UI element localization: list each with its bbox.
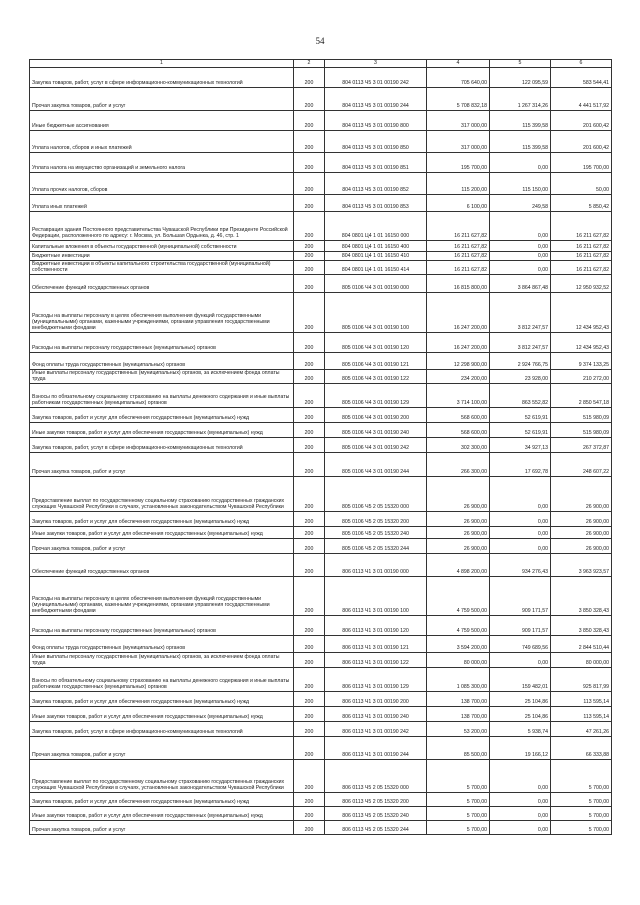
budget-classification-code: 805 0106 Ч4 3 01 00190 000 (325, 275, 427, 293)
row-name: Прочая закупка товаров, работ и услуг (30, 88, 294, 111)
unexecuted-amount: 515 980,09 (551, 408, 612, 423)
approved-amount: 16 815 800,00 (427, 275, 490, 293)
unexecuted-amount: 5 700,00 (551, 807, 612, 821)
approved-amount: 6 100,00 (427, 195, 490, 212)
unexecuted-amount: 16 211 627,82 (551, 241, 612, 252)
budget-classification-code: 806 0113 Ч1 3 01 00190 200 (325, 692, 427, 707)
row-name: Реставрация здания Постоянного представительства Чувашской Республики при Президенте Российской Федерации, расположенного по адресу: г. Москва, ул. Большая Ордынка, д. 46, стр. 1 (30, 212, 294, 241)
row-name: Закупка товаров, работ, услуг в сфере информационно-коммуникационных технологий (30, 722, 294, 737)
admin-code: 200 (294, 477, 325, 512)
approved-amount: 85 500,00 (427, 737, 490, 760)
executed-amount: 0,00 (490, 477, 551, 512)
row-name: Закупка товаров, работ, услуг в сфере информационно-коммуникационных технологий (30, 68, 294, 88)
unexecuted-amount: 26 900,00 (551, 527, 612, 539)
admin-code: 200 (294, 438, 325, 453)
table-row (30, 577, 612, 616)
row-name: Расходы на выплаты персоналу в целях обеспечения выполнения функций государственными (муниципальными) органами, казенными учреждениями, органами управления государственными внебюджетными фондами (30, 293, 294, 333)
executed-amount: 19 166,12 (490, 737, 551, 760)
table-row (30, 512, 612, 527)
budget-classification-code: 804 0801 Ц4 1 01 16150 400 (325, 241, 427, 252)
budget-classification-code: 805 0106 Ч5 2 05 15320 200 (325, 512, 427, 527)
budget-classification-code: 805 0106 Ч4 3 01 00190 200 (325, 408, 427, 423)
executed-amount: 25 104,86 (490, 692, 551, 707)
unexecuted-amount: 9 374 133,25 (551, 353, 612, 370)
row-name: Предоставление выплат по государственному социальному страхованию государственных гражданских служащих Чувашской Республики в случаях, установленных законодательством Чувашской Республики (30, 760, 294, 793)
admin-code: 200 (294, 212, 325, 241)
approved-amount: 5 700,00 (427, 793, 490, 807)
executed-amount: 249,58 (490, 195, 551, 212)
budget-classification-code: 805 0106 Ч4 3 01 00190 242 (325, 438, 427, 453)
table-row (30, 477, 612, 512)
table-row (30, 636, 612, 653)
executed-amount: 0,00 (490, 212, 551, 241)
budget-classification-code: 806 0113 Ч5 2 05 15320 000 (325, 760, 427, 793)
approved-amount: 80 000,00 (427, 653, 490, 668)
table-row (30, 241, 612, 252)
executed-amount: 0,00 (490, 153, 551, 173)
executed-amount: 0,00 (490, 653, 551, 668)
budget-classification-code: 805 0106 Ч5 2 05 15320 000 (325, 477, 427, 512)
table-row (30, 384, 612, 408)
budget-classification-code: 806 0113 Ч1 3 01 00190 129 (325, 668, 427, 692)
unexecuted-amount: 201 600,42 (551, 111, 612, 131)
row-name: Обеспечение функций государственных органов (30, 275, 294, 293)
table-row (30, 539, 612, 554)
admin-code: 200 (294, 707, 325, 722)
approved-amount: 5 708 832,18 (427, 88, 490, 111)
column-number: 1 (30, 60, 294, 68)
unexecuted-amount: 16 211 627,82 (551, 252, 612, 261)
admin-code: 200 (294, 512, 325, 527)
admin-code: 200 (294, 275, 325, 293)
admin-code: 200 (294, 616, 325, 636)
executed-amount: 2 924 766,75 (490, 353, 551, 370)
approved-amount: 317 000,00 (427, 111, 490, 131)
approved-amount: 4 898 200,00 (427, 554, 490, 577)
table-row (30, 68, 612, 88)
column-number: 3 (325, 60, 427, 68)
admin-code: 200 (294, 793, 325, 807)
executed-amount: 3 864 867,48 (490, 275, 551, 293)
unexecuted-amount: 5 850,42 (551, 195, 612, 212)
unexecuted-amount: 195 700,00 (551, 153, 612, 173)
approved-amount: 16 211 627,82 (427, 241, 490, 252)
budget-classification-code: 806 0113 Ч5 2 05 15320 240 (325, 807, 427, 821)
approved-amount: 1 085 300,00 (427, 668, 490, 692)
row-name: Уплата налогов, сборов и иных платежей (30, 131, 294, 153)
admin-code: 200 (294, 195, 325, 212)
budget-classification-code: 806 0113 Ч1 3 01 00190 120 (325, 616, 427, 636)
approved-amount: 4 759 500,00 (427, 577, 490, 616)
budget-classification-code: 805 0106 Ч4 3 01 00190 129 (325, 384, 427, 408)
budget-classification-code: 805 0106 Ч4 3 01 00190 244 (325, 453, 427, 477)
executed-amount: 0,00 (490, 527, 551, 539)
admin-code: 200 (294, 252, 325, 261)
executed-amount: 0,00 (490, 241, 551, 252)
executed-amount: 0,00 (490, 793, 551, 807)
unexecuted-amount: 80 000,00 (551, 653, 612, 668)
budget-classification-code: 805 0106 Ч4 3 01 00190 121 (325, 353, 427, 370)
admin-code: 200 (294, 333, 325, 353)
budget-classification-code: 804 0801 Ц4 1 01 16150 000 (325, 212, 427, 241)
executed-amount: 909 171,57 (490, 577, 551, 616)
budget-classification-code: 806 0113 Ч1 3 01 00190 000 (325, 554, 427, 577)
row-name: Прочая закупка товаров, работ и услуг (30, 821, 294, 835)
executed-amount: 52 619,91 (490, 408, 551, 423)
admin-code: 200 (294, 384, 325, 408)
table-row (30, 195, 612, 212)
executed-amount: 1 267 314,26 (490, 88, 551, 111)
column-number: 4 (427, 60, 490, 68)
admin-code: 200 (294, 131, 325, 153)
row-name: Закупка товаров, работ и услуг для обеспечения государственных (муниципальных) нужд (30, 692, 294, 707)
table-row (30, 653, 612, 668)
approved-amount: 5 700,00 (427, 807, 490, 821)
budget-classification-code: 804 0113 Ч5 3 01 00190 244 (325, 88, 427, 111)
row-name: Бюджетные инвестиции (30, 252, 294, 261)
approved-amount: 4 759 500,00 (427, 616, 490, 636)
row-name: Фонд оплаты труда государственных (муниципальных) органов (30, 636, 294, 653)
table-row (30, 111, 612, 131)
admin-code: 200 (294, 539, 325, 554)
executed-amount: 115 150,00 (490, 173, 551, 195)
unexecuted-amount: 113 595,14 (551, 707, 612, 722)
approved-amount: 16 247 200,00 (427, 293, 490, 333)
admin-code: 200 (294, 68, 325, 88)
admin-code: 200 (294, 737, 325, 760)
admin-code: 200 (294, 527, 325, 539)
budget-classification-code: 805 0106 Ч5 2 05 15320 240 (325, 527, 427, 539)
table-row (30, 527, 612, 539)
table-row (30, 692, 612, 707)
unexecuted-amount: 66 333,88 (551, 737, 612, 760)
approved-amount: 16 247 200,00 (427, 333, 490, 353)
budget-classification-code: 804 0801 Ц4 1 01 16150 410 (325, 252, 427, 261)
executed-amount: 3 812 247,57 (490, 293, 551, 333)
budget-classification-code: 804 0113 Ч5 3 01 00190 242 (325, 68, 427, 88)
budget-execution-table (29, 59, 612, 835)
executed-amount: 23 928,00 (490, 370, 551, 384)
executed-amount: 909 171,57 (490, 616, 551, 636)
executed-amount: 0,00 (490, 261, 551, 275)
executed-amount: 934 276,43 (490, 554, 551, 577)
admin-code: 200 (294, 722, 325, 737)
row-name: Уплата налога на имущество организаций и земельного налога (30, 153, 294, 173)
approved-amount: 26 900,00 (427, 527, 490, 539)
unexecuted-amount: 16 211 627,82 (551, 261, 612, 275)
row-name: Закупка товаров, работ, услуг в сфере информационно-коммуникационных технологий (30, 438, 294, 453)
budget-classification-code: 805 0106 Ч4 3 01 00190 100 (325, 293, 427, 333)
budget-classification-code: 804 0113 Ч5 3 01 00190 853 (325, 195, 427, 212)
admin-code: 200 (294, 293, 325, 333)
row-name: Уплата прочих налогов, сборов (30, 173, 294, 195)
budget-classification-code: 805 0106 Ч4 3 01 00190 120 (325, 333, 427, 353)
executed-amount: 0,00 (490, 807, 551, 821)
table-row (30, 275, 612, 293)
unexecuted-amount: 267 372,87 (551, 438, 612, 453)
admin-code: 200 (294, 636, 325, 653)
unexecuted-amount: 113 595,14 (551, 692, 612, 707)
unexecuted-amount: 5 700,00 (551, 793, 612, 807)
table-row (30, 760, 612, 793)
table-row (30, 212, 612, 241)
executed-amount: 52 619,91 (490, 423, 551, 438)
budget-classification-code: 806 0113 Ч1 3 01 00190 240 (325, 707, 427, 722)
table-row (30, 293, 612, 333)
approved-amount: 195 700,00 (427, 153, 490, 173)
approved-amount: 568 600,00 (427, 408, 490, 423)
budget-classification-code: 806 0113 Ч1 3 01 00190 244 (325, 737, 427, 760)
approved-amount: 12 298 900,00 (427, 353, 490, 370)
row-name: Взносы по обязательному социальному страхованию на выплаты денежного содержания и иные выплаты работникам государственных (муниципальных) органов (30, 384, 294, 408)
executed-amount: 159 482,01 (490, 668, 551, 692)
row-name: Предоставление выплат по государственному социальному страхованию государственных гражданских служащих Чувашской Республики в случаях, установленных законодательством Чувашской Республики (30, 477, 294, 512)
table-row (30, 616, 612, 636)
executed-amount: 115 399,58 (490, 111, 551, 131)
budget-classification-code: 804 0113 Ч5 3 01 00190 851 (325, 153, 427, 173)
row-name: Фонд оплаты труда государственных (муниципальных) органов (30, 353, 294, 370)
unexecuted-amount: 5 700,00 (551, 821, 612, 835)
table-row (30, 261, 612, 275)
executed-amount: 0,00 (490, 512, 551, 527)
row-name: Расходы на выплаты персоналу государственных (муниципальных) органов (30, 616, 294, 636)
unexecuted-amount: 583 544,41 (551, 68, 612, 88)
admin-code: 200 (294, 353, 325, 370)
row-name: Иные выплаты персоналу государственных (муниципальных) органов, за исключением фонда оплаты труда (30, 653, 294, 668)
unexecuted-amount: 248 607,22 (551, 453, 612, 477)
executed-amount: 0,00 (490, 252, 551, 261)
column-number: 2 (294, 60, 325, 68)
row-name: Расходы на выплаты персоналу в целях обеспечения выполнения функций государственными (муниципальными) органами, казенными учреждениями, органами управления государственными внебюджетными фондами (30, 577, 294, 616)
table-row (30, 153, 612, 173)
executed-amount: 115 399,58 (490, 131, 551, 153)
unexecuted-amount: 3 850 328,43 (551, 616, 612, 636)
executed-amount: 34 927,13 (490, 438, 551, 453)
table-row (30, 131, 612, 153)
table-row (30, 370, 612, 384)
budget-classification-code: 806 0113 Ч1 3 01 00190 242 (325, 722, 427, 737)
unexecuted-amount: 26 900,00 (551, 477, 612, 512)
budget-classification-code: 806 0113 Ч5 2 05 15320 244 (325, 821, 427, 835)
approved-amount: 16 211 627,82 (427, 212, 490, 241)
budget-classification-code: 804 0113 Ч5 3 01 00190 800 (325, 111, 427, 131)
approved-amount: 26 900,00 (427, 477, 490, 512)
admin-code: 200 (294, 423, 325, 438)
row-name: Иные выплаты персоналу государственных (муниципальных) органов, за исключением фонда оплаты труда (30, 370, 294, 384)
unexecuted-amount: 50,00 (551, 173, 612, 195)
unexecuted-amount: 5 700,00 (551, 760, 612, 793)
page-number: 54 (315, 36, 325, 46)
executed-amount: 0,00 (490, 760, 551, 793)
executed-amount: 122 095,59 (490, 68, 551, 88)
executed-amount: 0,00 (490, 821, 551, 835)
admin-code: 200 (294, 821, 325, 835)
unexecuted-amount: 2 844 510,44 (551, 636, 612, 653)
approved-amount: 317 000,00 (427, 131, 490, 153)
executed-amount: 25 104,86 (490, 707, 551, 722)
admin-code: 200 (294, 408, 325, 423)
budget-classification-code: 805 0106 Ч4 3 01 00190 122 (325, 370, 427, 384)
table-row (30, 353, 612, 370)
approved-amount: 138 700,00 (427, 707, 490, 722)
budget-classification-code: 805 0106 Ч5 2 05 15320 244 (325, 539, 427, 554)
table-row (30, 807, 612, 821)
executed-amount: 17 692,78 (490, 453, 551, 477)
unexecuted-amount: 12 950 932,52 (551, 275, 612, 293)
unexecuted-amount: 47 261,26 (551, 722, 612, 737)
approved-amount: 5 700,00 (427, 760, 490, 793)
approved-amount: 302 300,00 (427, 438, 490, 453)
unexecuted-amount: 26 900,00 (551, 512, 612, 527)
executed-amount: 749 689,56 (490, 636, 551, 653)
table-row (30, 453, 612, 477)
row-name: Уплата иных платежей (30, 195, 294, 212)
row-name: Бюджетные инвестиции в объекты капитального строительства государственной (муниципальной) собственности (30, 261, 294, 275)
executed-amount: 0,00 (490, 539, 551, 554)
table-row (30, 722, 612, 737)
budget-classification-code: 804 0113 Ч5 3 01 00190 850 (325, 131, 427, 153)
row-name: Закупка товаров, работ и услуг для обеспечения государственных (муниципальных) нужд (30, 512, 294, 527)
admin-code: 200 (294, 453, 325, 477)
row-name: Иные закупки товаров, работ и услуг для обеспечения государственных (муниципальных) нужд (30, 707, 294, 722)
budget-classification-code: 806 0113 Ч1 3 01 00190 100 (325, 577, 427, 616)
table-row (30, 333, 612, 353)
approved-amount: 234 200,00 (427, 370, 490, 384)
row-name: Прочая закупка товаров, работ и услуг (30, 453, 294, 477)
executed-amount: 3 812 247,57 (490, 333, 551, 353)
table-row (30, 88, 612, 111)
column-number: 5 (490, 60, 551, 68)
unexecuted-amount: 26 900,00 (551, 539, 612, 554)
table-row (30, 668, 612, 692)
table-row (30, 423, 612, 438)
approved-amount: 266 300,00 (427, 453, 490, 477)
row-name: Иные бюджетные ассигнования (30, 111, 294, 131)
admin-code: 200 (294, 692, 325, 707)
approved-amount: 3 714 100,00 (427, 384, 490, 408)
budget-classification-code: 806 0113 Ч1 3 01 00190 121 (325, 636, 427, 653)
unexecuted-amount: 201 600,42 (551, 131, 612, 153)
row-name: Иные закупки товаров, работ и услуг для обеспечения государственных (муниципальных) нужд (30, 527, 294, 539)
table-row (30, 737, 612, 760)
admin-code: 200 (294, 241, 325, 252)
executed-amount: 863 552,82 (490, 384, 551, 408)
column-number: 6 (551, 60, 612, 68)
row-name: Обеспечение функций государственных органов (30, 554, 294, 577)
admin-code: 200 (294, 370, 325, 384)
admin-code: 200 (294, 153, 325, 173)
approved-amount: 138 700,00 (427, 692, 490, 707)
budget-classification-code: 805 0106 Ч4 3 01 00190 240 (325, 423, 427, 438)
unexecuted-amount: 925 817,99 (551, 668, 612, 692)
admin-code: 200 (294, 668, 325, 692)
column-number-row (30, 60, 612, 68)
unexecuted-amount: 16 211 627,82 (551, 212, 612, 241)
table-row (30, 408, 612, 423)
table-row (30, 252, 612, 261)
table-row (30, 707, 612, 722)
unexecuted-amount: 12 434 952,43 (551, 333, 612, 353)
row-name: Взносы по обязательному социальному страхованию на выплаты денежного содержания и иные выплаты работникам государственных (муниципальных) органов (30, 668, 294, 692)
row-name: Закупка товаров, работ и услуг для обеспечения государственных (муниципальных) нужд (30, 408, 294, 423)
admin-code: 200 (294, 807, 325, 821)
approved-amount: 3 594 200,00 (427, 636, 490, 653)
approved-amount: 16 211 627,82 (427, 261, 490, 275)
table-row (30, 173, 612, 195)
admin-code: 200 (294, 88, 325, 111)
budget-classification-code: 804 0801 Ц4 1 01 16150 414 (325, 261, 427, 275)
unexecuted-amount: 4 441 517,92 (551, 88, 612, 111)
unexecuted-amount: 3 850 328,43 (551, 577, 612, 616)
unexecuted-amount: 3 963 923,57 (551, 554, 612, 577)
unexecuted-amount: 515 980,09 (551, 423, 612, 438)
approved-amount: 568 600,00 (427, 423, 490, 438)
approved-amount: 53 200,00 (427, 722, 490, 737)
table-row (30, 438, 612, 453)
approved-amount: 5 700,00 (427, 821, 490, 835)
table-row (30, 554, 612, 577)
budget-classification-code: 804 0113 Ч5 3 01 00190 852 (325, 173, 427, 195)
admin-code: 200 (294, 173, 325, 195)
unexecuted-amount: 12 434 952,43 (551, 293, 612, 333)
table-row (30, 821, 612, 835)
budget-classification-code: 806 0113 Ч5 2 05 15320 200 (325, 793, 427, 807)
admin-code: 200 (294, 760, 325, 793)
admin-code: 200 (294, 577, 325, 616)
row-name: Расходы на выплаты персоналу государственных (муниципальных) органов (30, 333, 294, 353)
admin-code: 200 (294, 111, 325, 131)
unexecuted-amount: 2 850 547,18 (551, 384, 612, 408)
admin-code: 200 (294, 261, 325, 275)
admin-code: 200 (294, 554, 325, 577)
table-row (30, 793, 612, 807)
budget-classification-code: 806 0113 Ч1 3 01 00190 122 (325, 653, 427, 668)
row-name: Прочая закупка товаров, работ и услуг (30, 737, 294, 760)
unexecuted-amount: 210 272,00 (551, 370, 612, 384)
row-name: Иные закупки товаров, работ и услуг для обеспечения государственных (муниципальных) нужд (30, 807, 294, 821)
row-name: Закупка товаров, работ и услуг для обеспечения государственных (муниципальных) нужд (30, 793, 294, 807)
approved-amount: 705 640,00 (427, 68, 490, 88)
executed-amount: 5 938,74 (490, 722, 551, 737)
approved-amount: 26 900,00 (427, 512, 490, 527)
approved-amount: 115 200,00 (427, 173, 490, 195)
approved-amount: 26 900,00 (427, 539, 490, 554)
approved-amount: 16 211 627,82 (427, 252, 490, 261)
row-name: Прочая закупка товаров, работ и услуг (30, 539, 294, 554)
row-name: Иные закупки товаров, работ и услуг для обеспечения государственных (муниципальных) нужд (30, 423, 294, 438)
admin-code: 200 (294, 653, 325, 668)
row-name: Капитальные вложения в объекты государственной (муниципальной) собственности (30, 241, 294, 252)
